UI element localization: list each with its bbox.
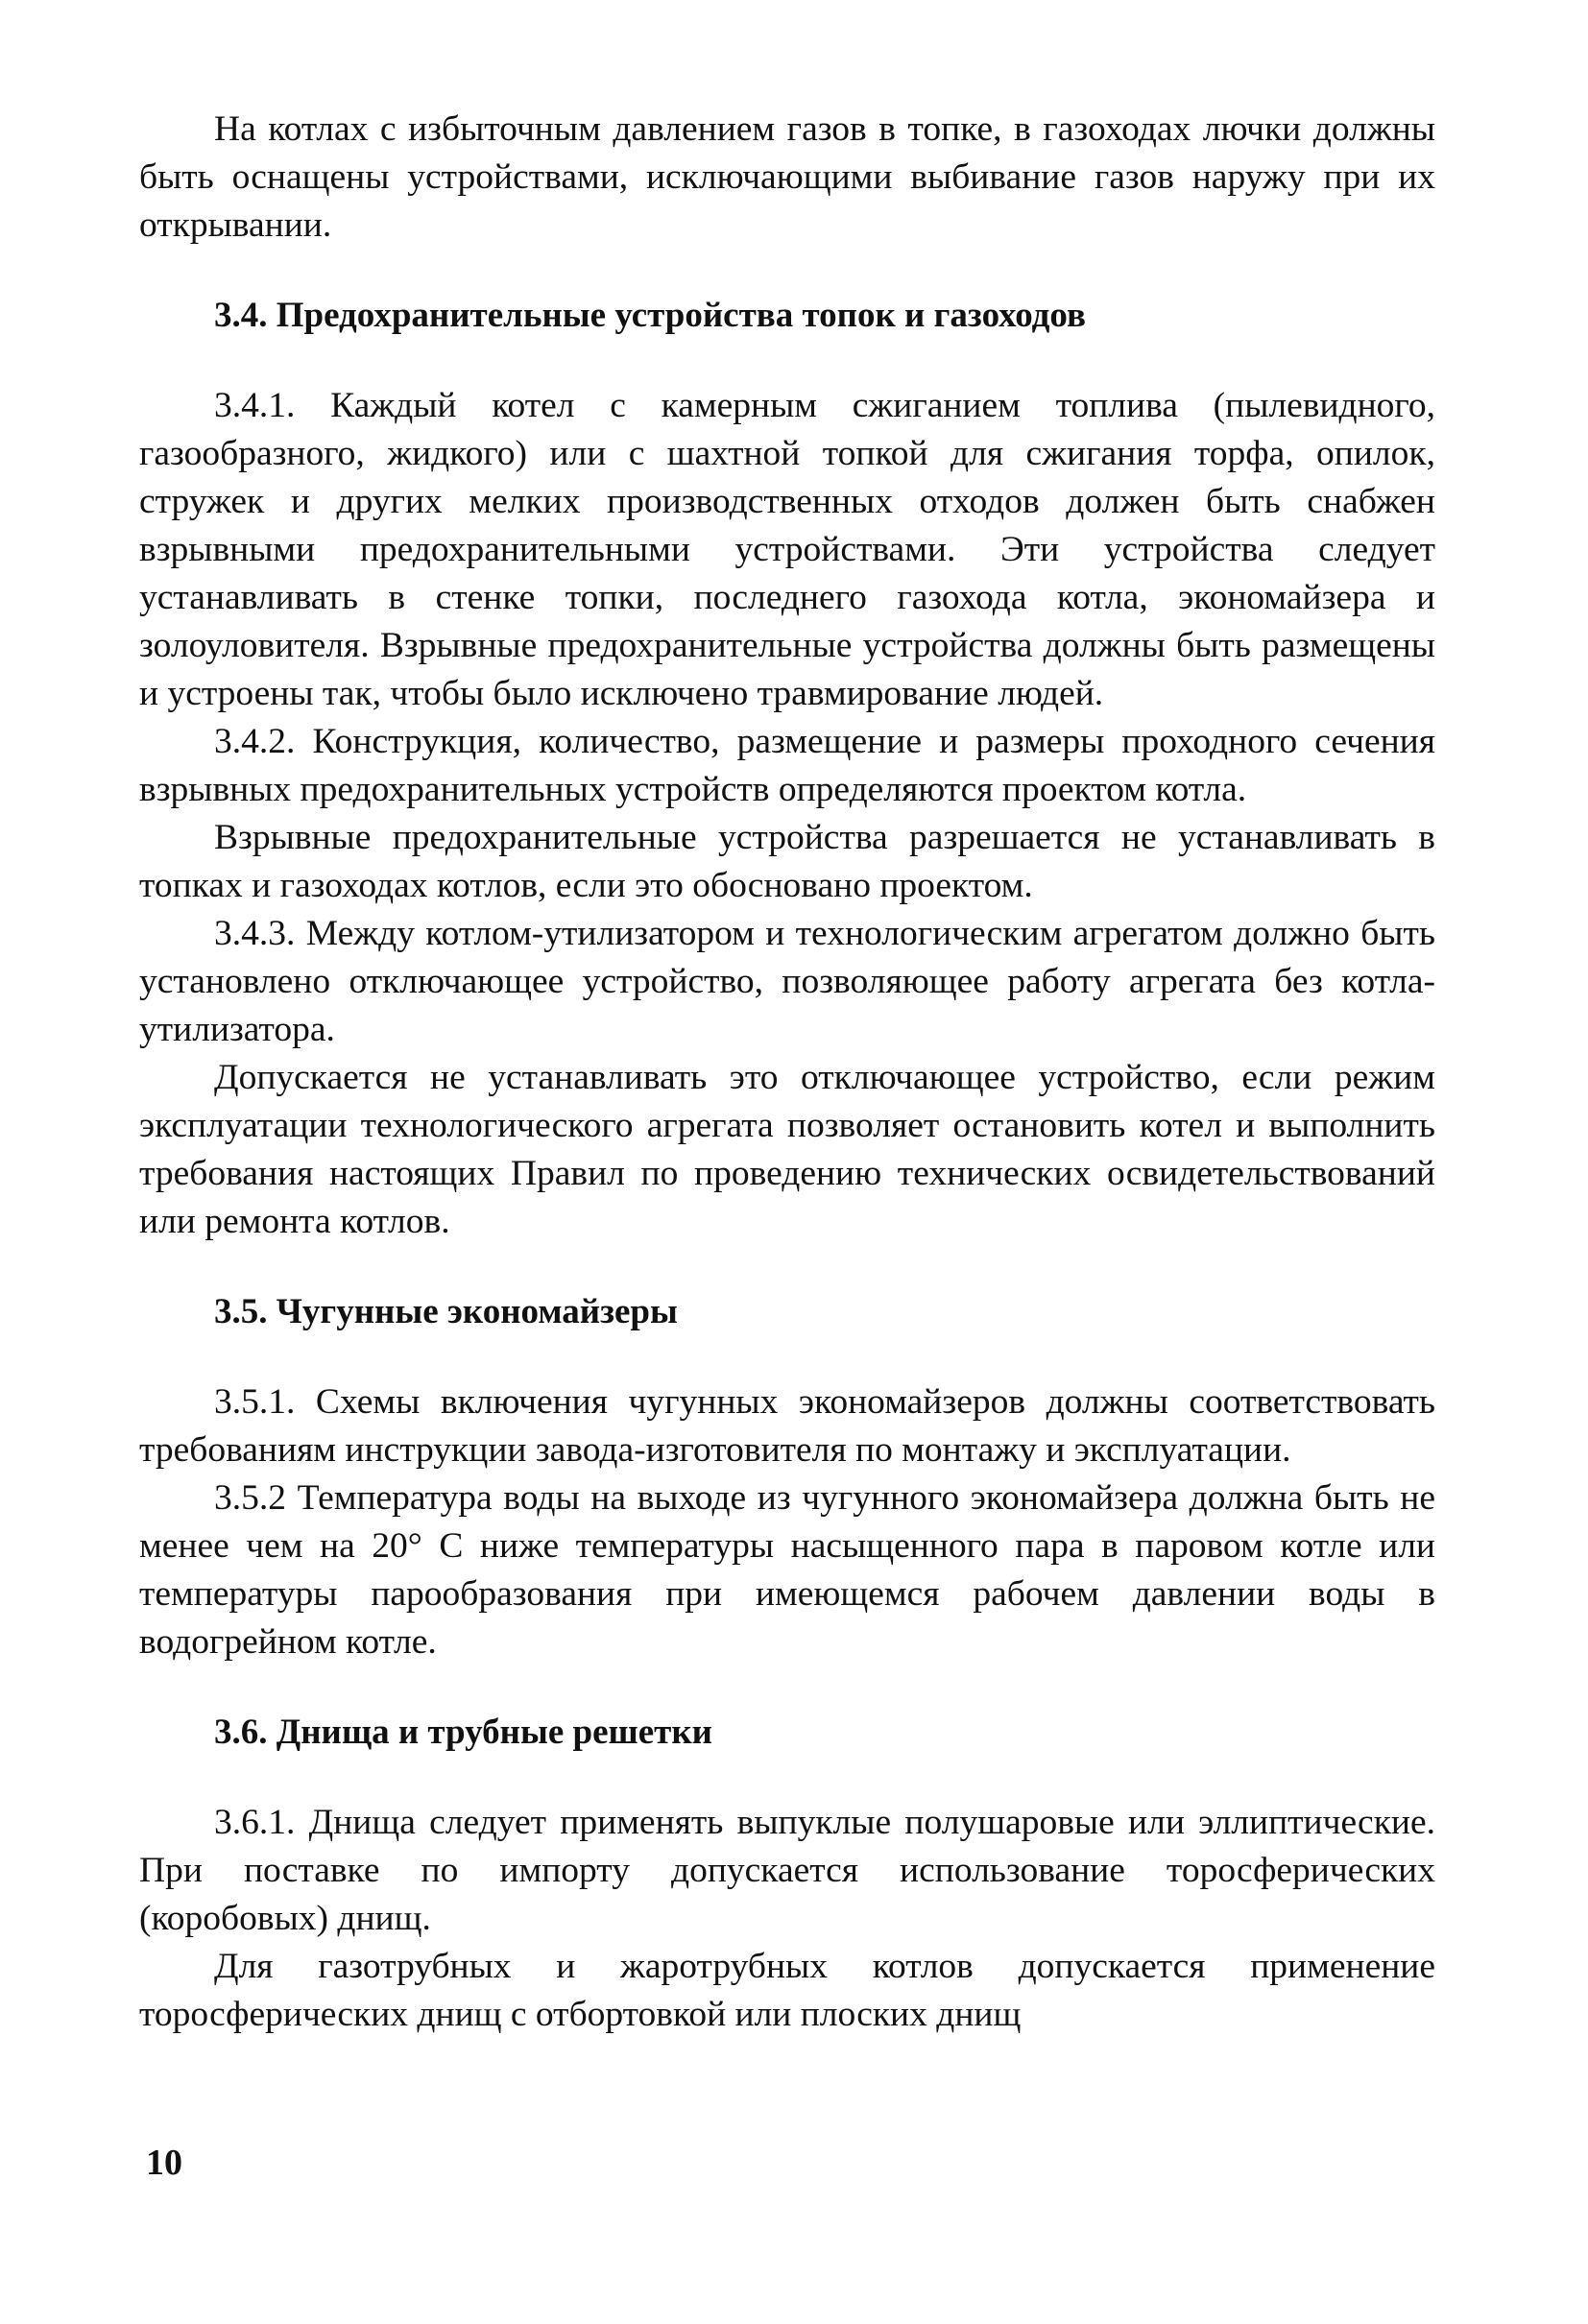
paragraph-3-6-1: 3.6.1. Днища следует применять выпуклые полушаровые или эллиптические. При поставке по импорту допускается использование торосферических (коробовых) днищ. bbox=[139, 1803, 1435, 1938]
page-body bbox=[139, 106, 1435, 2039]
paragraph-3-4-1: 3.4.1. Каждый котел с камерным сжиганием топлива (пылевидного, газообразного, жидкого) или с шахтной топкой для сжигания торфа, опилок, стружек и других мелких производственных отходов должен быть снабжен взрывными предохранительными устройствами. Эти устройства следует устанавливать в стенке топки, последнего газохода котла, экономайзера и золоуловителя. Взрывные предохранительные устройства должны быть размещены и устроены так, чтобы было исключено травмирование людей. bbox=[139, 386, 1435, 713]
paragraph-3-5-2: 3.5.2 Температура воды на выходе из чугунного экономайзера должна быть не менее чем на 20° С ниже температуры насыщенного пара в паровом котле или температуры парообразования при имеющемся рабочем давлении воды в водогрейном котле. bbox=[139, 1478, 1435, 1662]
paragraph-3-4-2: 3.4.2. Конструкция, количество, размещение и размеры проходного сечения взрывных предохранительных устройств определяются проектом котла. bbox=[139, 722, 1435, 809]
paragraph-3-6-1-note: Для газотрубных и жаротрубных котлов допускается применение торосферических днищ с отбортовкой или плоских днищ bbox=[139, 1947, 1435, 2034]
paragraph-3-5-1: 3.5.1. Схемы включения чугунных экономайзеров должны соответствовать требованиям инструкции завода-изготовителя по монтажу и эксплуатации. bbox=[139, 1382, 1435, 1470]
intro-paragraph: На котлах с избыточным давлением газов в топке, в газоходах лючки должны быть оснащены устройствами, исключающими выбивание газов наружу при их открывании. bbox=[139, 109, 1435, 245]
section-heading-3-6: 3.6. Днища и трубные решетки bbox=[214, 1713, 712, 1752]
paragraph-3-4-2-note: Взрывные предохранительные устройства разрешается не устанавливать в топках и газоходах котлов, если это обосновано проектом. bbox=[139, 818, 1435, 905]
section-heading-3-5: 3.5. Чугунные экономайзеры bbox=[214, 1292, 678, 1331]
paragraph-3-4-3: 3.4.3. Между котлом-утилизатором и технологическим агрегатом должно быть установлено отключающее устройство, позволяющее работу агрегата без котла-утилизатора. bbox=[139, 914, 1435, 1049]
section-heading-3-4: 3.4. Предохранительные устройства топок и газоходов bbox=[214, 296, 1086, 335]
paragraph-3-4-3-note: Допускается не устанавливать это отключающее устройство, если режим эксплуатации технологического агрегата позволяет остановить котел и выполнить требования настоящих Правил по проведению технических освидетельствований или ремонта котлов. bbox=[139, 1058, 1435, 1241]
page-number: 10 bbox=[146, 2143, 182, 2183]
